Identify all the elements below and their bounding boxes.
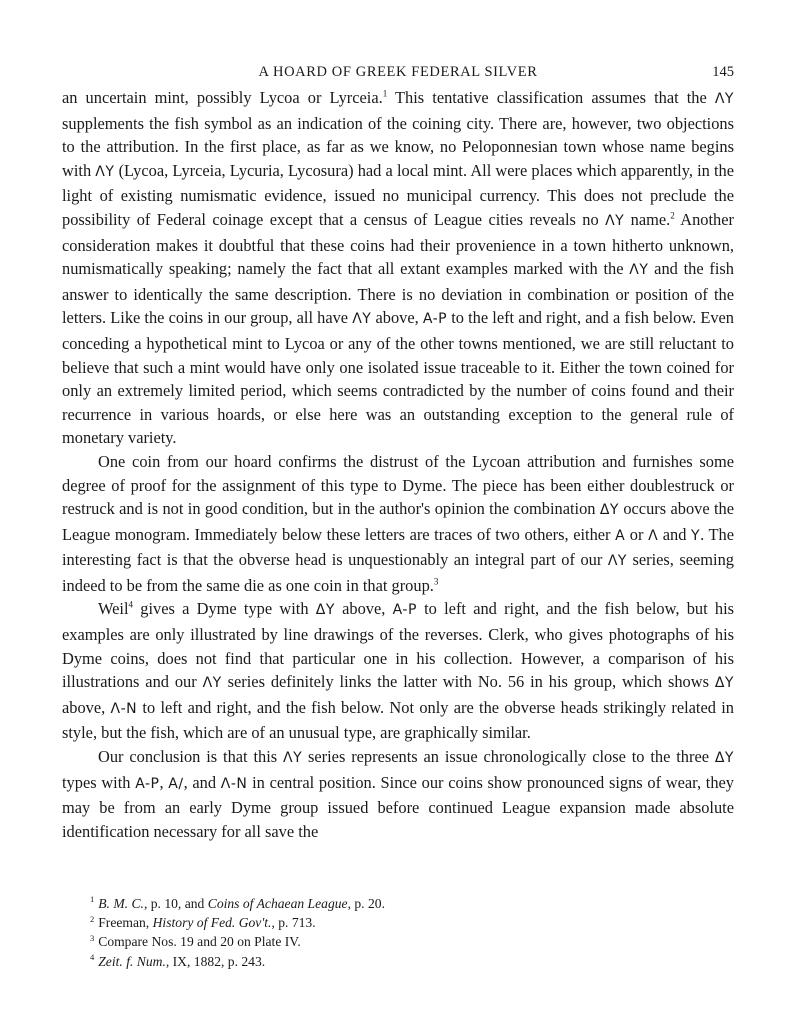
text-run: , and [183, 772, 221, 792]
greek-letters: Λ-N [220, 775, 248, 792]
italic-title: History of Fed. Gov't. [152, 915, 272, 931]
page [62, 60, 734, 843]
text-run: , p. 20. [347, 896, 385, 911]
greek-letters: ΛY [202, 675, 222, 692]
text-run: series definitely links the latter with No. 56 in his group, which shows [221, 672, 715, 692]
text-run: , p. 10, and [143, 896, 208, 911]
text-run: , IX, 1882, p. 243. [165, 953, 266, 969]
body-text [62, 86, 734, 843]
greek-letters: A-P [392, 602, 417, 619]
text-run: gives a Dyme type with [133, 599, 316, 619]
italic-title: Zeit. f. Num. [98, 953, 166, 969]
footnote-ref: 2 [670, 210, 675, 221]
greek-letters: ΛY [607, 553, 627, 570]
greek-letters: A-P [422, 311, 448, 328]
footnote [90, 952, 385, 971]
footnote [90, 913, 385, 932]
text-run: above, [371, 308, 423, 328]
text-run: occurs above the League monogram. Immediately below these letters are traces of two others, either [62, 499, 734, 544]
paragraph-3 [62, 597, 734, 745]
text-run: Weil [98, 599, 129, 619]
greek-letters: Λ-N [110, 700, 138, 717]
greek-letters: ΛY [95, 163, 115, 180]
footnote-number: 3 [90, 932, 95, 943]
text-run: an uncertain mint, possibly Lycoa or Lyrceia. [62, 88, 383, 107]
text-run: and [658, 524, 692, 544]
footnote-number: 2 [90, 913, 95, 924]
footnote-number: 1 [90, 894, 95, 905]
text-run: above, [62, 697, 111, 717]
text-run: (Lycoa, Lyrceia, Lycuria, Lycosura) had a local mint. All were places which apparently, in the light of existing numismatic evidence, issued no municipal currency. This does not preclude the possibility of Federal coinage except that a census of League cities reveals no [62, 160, 734, 229]
footnote [90, 932, 385, 951]
greek-letters: A [615, 527, 626, 544]
greek-letters: ΛY [714, 91, 734, 107]
text-run: This tentative classification assumes that the [387, 88, 715, 107]
greek-letters: A∕ [168, 775, 184, 792]
footnote-ref: 3 [433, 576, 439, 587]
text-run: to left and right, and the fish below. Not only are the obverse heads strikingly related in style, but the fish, which are of an unusual type, are graphically similar. [62, 697, 734, 743]
text-run: Compare Nos. 19 and 20 on Plate IV. [98, 934, 301, 950]
text-run: Freeman, [98, 915, 153, 931]
text-run: types with [62, 772, 136, 792]
text-run: name. [624, 209, 671, 229]
text-run: . The interesting fact is that the obverse head is unquestionably an integral part of our [62, 524, 734, 570]
text-run: or [625, 524, 649, 544]
text-run: , [159, 772, 169, 792]
text-run: supplements the fish symbol as an indication of the coining city. There are, however, two objections to the attribution. In the first place, as far as we know, no Peloponnesian town whose name begins with [62, 113, 734, 180]
text-run: series represents an issue chronologically close to the three [302, 747, 715, 767]
greek-letters: ΔY [315, 602, 335, 619]
footnote-ref: 4 [128, 600, 134, 610]
greek-letters: ΛY [352, 311, 372, 328]
greek-letters: ΛY [629, 262, 649, 279]
italic-title: Coins of Achaean League [207, 896, 348, 911]
text-run: , p. 713. [271, 915, 316, 931]
text-run: and the fish answer to identically the same description. There is no deviation in combination or position of the letters. Like the coins in our group, all have [62, 259, 734, 328]
footnotes [90, 894, 385, 971]
greek-letters: ΛY [605, 212, 625, 229]
page-number: 145 [712, 64, 734, 80]
paragraph-4 [62, 745, 734, 843]
text-run: in central position. Since our coins show pronounced signs of wear, they may be from an early Dyme group issued before continued League expansion made absolute identification necessary for all save the [62, 772, 734, 841]
greek-letters: A-P [135, 775, 160, 792]
paragraph-2 [62, 450, 734, 598]
paragraph-1 [62, 86, 734, 450]
greek-letters: ΔY [714, 675, 734, 692]
text-run: One coin from our hoard confirms the distrust of the Lycoan attribution and furnishes some degree of proof for the assignment of this type to Dyme. The piece has been either doublestruck or restruck and is not in good condition, but in the author's opinion the combination [62, 451, 734, 519]
footnote [90, 894, 385, 913]
greek-letters: Λ [648, 527, 659, 544]
text-run: above, [334, 599, 393, 619]
greek-letters: ΔY [599, 502, 619, 519]
text-run: Another consideration makes it doubtful that these coins had their provenience in a town hitherto unknown, numismatically speaking; namely the fact that all extant examples marked with the [62, 209, 734, 279]
greek-letters: ΛY [283, 750, 303, 767]
footnote-number: 4 [90, 952, 95, 963]
italic-title: B. M. C. [98, 896, 144, 911]
text-run: to the left and right, and a fish below. Even conceding a hypothetical mint to Lycoa or any of the other towns mentioned, we are still reluctant to believe that such a mint would have only one isolated issue traceable to it. Either the town coined for only an extremely limited period, which seems contradicted by the number of coins found and their recurrence in various hoards, or else here was an outstanding exception to the general rule of monetary variety. [62, 308, 734, 448]
greek-letters: ΔY [714, 750, 734, 767]
greek-letters: Y [691, 527, 701, 544]
text-run: Our conclusion is that this [98, 747, 284, 767]
footnote-ref: 1 [382, 88, 388, 99]
text-run: to left and right, and the fish below, but his examples are only illustrated by line drawings of the reverses. Clerk, who gives photographs of his Dyme coins, does not find that particular one in his collection. However, a comparison of his illustrations and our [62, 599, 735, 692]
running-header [62, 60, 734, 86]
text-run: series, seeming indeed to be from the same die as one coin in that group. [62, 550, 734, 595]
running-title: A HOARD OF GREEK FEDERAL SILVER [258, 64, 538, 80]
